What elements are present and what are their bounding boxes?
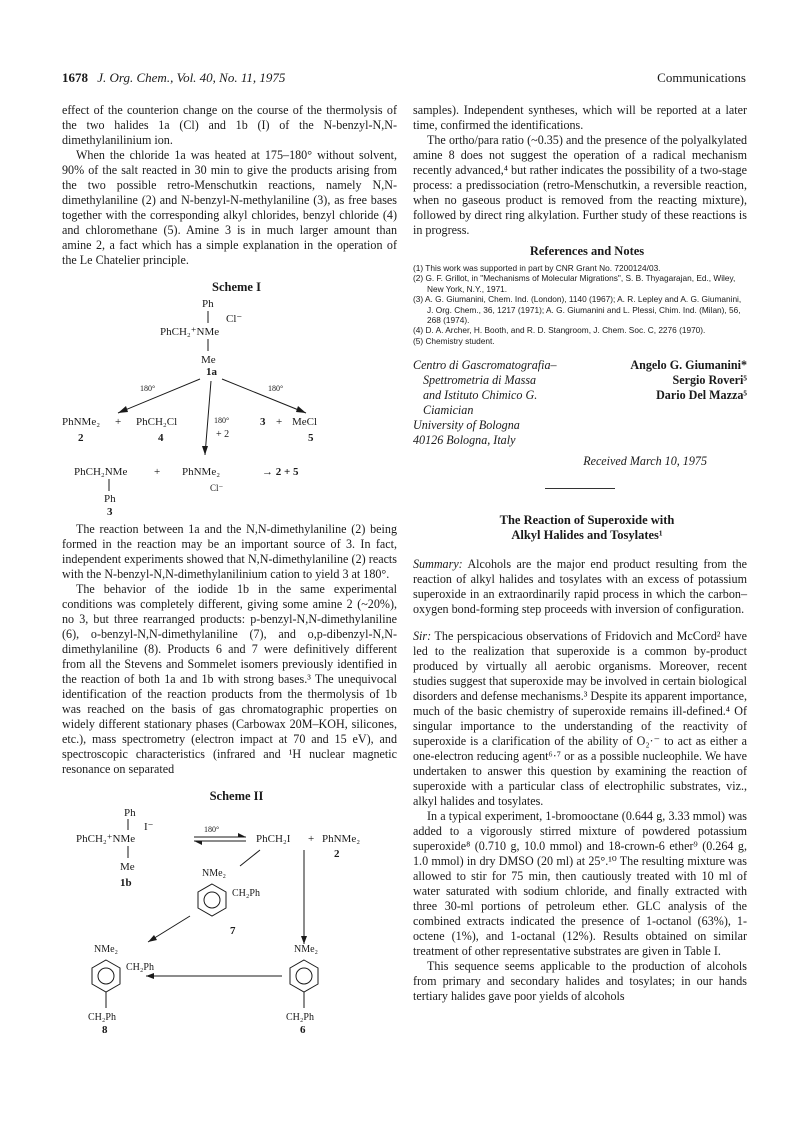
s1-ph-bottom: Ph — [104, 493, 116, 505]
institution — [413, 358, 593, 448]
s1-arrow-down — [205, 381, 211, 455]
s2-ph: Ph — [124, 807, 136, 819]
section-name: Communications — [657, 70, 746, 85]
reference-item: (2) G. F. Grillot, in "Mechanisms of Molecular Migrations", S. B. Thyagarajan, Ed., Wiley, New York, N.Y., 1971. — [413, 273, 736, 294]
s1-plus-b: + — [276, 416, 283, 428]
s1-arrow-left — [118, 379, 200, 413]
s2-salt: PhCH₂⁺NMe — [76, 833, 136, 845]
right-para-2: The ortho/para ratio (~0.35) and the presence of the polyalkylated amine 8 does not suggest the operation of a radical mechanism recently advanced,⁴ but rather indicates the possibility of a two-stage process: a predissociation (retro-Menschutkin, a reversible reaction, when no gaseous product is removed from the reacting mixture), followed by direct ring alkylation. Further study of these reactions is in progress. — [413, 133, 747, 237]
s2-temp: 180° — [204, 825, 220, 834]
left-para-3: The reaction between 1a and the N,N-dimethylaniline (2) being formed in the reaction may be an important source of 3. In fact, independent experiments showed that N,N-dimethylaniline (2) reacts with the N-benzyl-N,N-dimethylanilinium cation to yield 3 at 180°. — [62, 522, 397, 581]
right-column — [413, 103, 747, 1004]
article-title-line-1: The Reaction of Superoxide with — [499, 513, 675, 528]
left-para-1: effect of the counterion change on the course of the thermolysis of the two halides 1a (Cl) and 1b (I) of the N-benzyl-N,N-dimethylanilinium ion. — [62, 103, 397, 147]
s2-arrowhead-6-8 — [146, 973, 154, 979]
s1-amine-2: PhNMe₂ — [62, 416, 101, 428]
authors — [630, 358, 747, 403]
s1-plus-2: + 2 — [216, 429, 230, 440]
references-heading: References and Notes — [529, 244, 645, 258]
s2-nme2-7: NMe₂ — [202, 868, 227, 879]
s2-i-minus: I⁻ — [144, 821, 154, 833]
scheme-1-title: Scheme I — [212, 280, 261, 294]
s2-benzyl-iodide: PhCH₂I — [256, 833, 291, 845]
s2-ch2ph-6: CH₂Ph — [286, 1012, 314, 1023]
article-title-line-2: Alkyl Halides and Tosylates¹ — [511, 528, 663, 543]
author-name: Sergio Roveri⁵ — [672, 373, 747, 388]
running-header — [62, 70, 746, 88]
summary-paragraph — [413, 557, 747, 617]
s1-amine-3: PhCH₂NMe — [74, 466, 128, 478]
s1-temp-3: 180° — [214, 416, 230, 425]
s1-num-2: 2 — [78, 432, 84, 444]
s2-nme2-8: NMe₂ — [94, 944, 119, 955]
s1-product-3: 3 — [260, 416, 266, 428]
s1-plus-a: + — [115, 416, 122, 428]
institution-line: Centro di Gascromatografia– — [413, 358, 557, 373]
scheme-2-title: Scheme II — [209, 789, 264, 803]
s1-salt-2: PhNMe₂ — [182, 466, 221, 478]
reference-item: (3) A. G. Giumanini, Chem. Ind. (London), 1140 (1967); A. R. Lepley and A. G. Giumanini, J. Org. Chem., 36, 1217 (1971); A. G. Giumanini and L. Plessi, Chim. Ind. (Milan), 56, 268 (1974). — [413, 294, 742, 326]
s1-arrowhead-down — [202, 446, 208, 455]
scheme-2-diagram — [62, 804, 397, 1034]
s2-ring-6 — [290, 960, 318, 992]
experiment-paragraph: In a typical experiment, 1-bromooctane (0.644 g, 3.33 mmol) was added to a vigorously stirred mixture of powdered potassium superoxide⁸ (0.710 g, 10.0 mmol) and 18-crown-6 ether⁹ (0.264 g, 1.0 mmol) in dry DMSO (20 ml) at 25°.¹⁰ The resulting mixture was allowed to stir for 75 min, then cautiously treated with 10 ml of water saturated with sodium chloride, and finally extracted with three 30-ml portions of petroleum ether. GLC analysis of the combined extracts indicated the presence of 1-octanol (63%), 1-octene (1%), and 1-octanal (12%). Results obtained on similar treatment of other representative substrates are given in Table I. — [413, 809, 747, 959]
references-list — [413, 263, 747, 346]
reference-item: (5) Chemistry student. — [413, 335, 495, 346]
reference-item: (1) This work was supported in part by CNR Grant No. 7200124/03. — [413, 263, 661, 273]
s1-salt: PhCH₂⁺NMe — [160, 326, 220, 338]
s1-arrowhead-right — [296, 406, 306, 413]
s2-ring-8-inner — [98, 968, 114, 984]
s2-num-6: 6 — [300, 1024, 306, 1036]
s2-num-8: 8 — [102, 1024, 108, 1036]
sir-paragraph — [413, 629, 747, 809]
s1-temp-2: 180° — [268, 384, 284, 393]
received-date: Received March 10, 1975 — [583, 454, 707, 469]
s1-chloromethane: MeCl — [292, 416, 318, 428]
summary-label: Summary: — [413, 557, 463, 572]
author-name: Angelo G. Giumanini* — [630, 358, 747, 373]
s1-num-3: 3 — [107, 506, 113, 518]
s2-ring-7-inner — [204, 892, 220, 908]
s1-temp-1: 180° — [140, 384, 156, 393]
s1-ph-top: Ph — [202, 298, 214, 310]
s2-amine-2: PhNMe₂ — [322, 833, 361, 845]
institution-line: 40126 Bologna, Italy — [413, 433, 516, 448]
s2-plus: + — [308, 833, 315, 845]
left-para-2: When the chloride 1a was heated at 175–180° without solvent, 90% of the salt reacted in 30 min to give the products arising from the two possible retro-Menschutkin reactions, namely N,N-dimethylaniline (2) and N-benzyl-N-methylaniline (3), as free bases together with the corresponding alkyl chlorides, benzyl chloride (4) and chloromethane (5). Amine 3 is in much larger amount than amine 2, a fact which has a simple explanation in the operation of the Le Chatelier principle. — [62, 148, 397, 267]
institution-line: Ciamician — [423, 403, 474, 418]
s2-arrowhead-8 — [148, 935, 157, 942]
s2-ring-6-inner — [296, 968, 312, 984]
s2-ch2ph-7: CH₂Ph — [232, 888, 260, 899]
s1-plus-c: + — [154, 466, 161, 478]
s1-label-1a: 1a — [206, 366, 217, 378]
s2-num-7: 7 — [230, 925, 236, 937]
left-column — [62, 103, 397, 1034]
final-paragraph: This sequence seems applicable to the production of alcohols from primary and secondary halides and tosylates; in our hands tertiary halides gave poor yields of alcohols — [413, 959, 747, 1004]
s1-num-5: 5 — [308, 432, 314, 444]
s1-arrowhead-left — [118, 406, 128, 413]
s2-arrowhead-down — [301, 936, 307, 944]
s1-benzyl-chloride: PhCH₂Cl — [136, 416, 178, 428]
s1-me: Me — [201, 354, 216, 366]
s1-num-4: 4 — [158, 432, 164, 444]
institution-line: University of Bologna — [413, 418, 520, 433]
page-number: 1678 — [62, 70, 88, 85]
s2-eq-head-l — [194, 841, 202, 845]
journal-citation: J. Org. Chem., Vol. 40, No. 11, 1975 — [97, 70, 286, 85]
s2-nme2-6: NMe₂ — [294, 944, 319, 955]
author-name: Dario Del Mazza⁵ — [656, 388, 747, 403]
sir-text: The perspicacious observations of Fridovich and McCord² have led to the realization that superoxide is a common by-product produced by virtually all aerobic organisms. Moreover, recent studies suggest that superoxide may be involved in certain biological disorders and defense mechanisms.³ Despite its apparent importance, much of the basic chemistry of superoxide remains ill-defined.⁴ Of singular importance to the understanding of the reactivity of superoxide is a clarification of the ability of O₂·⁻ to act as either a one-electron reducing agent⁶·⁷ or as a possible nucleophile. We have undertaken to answer this question by examining the reaction of superoxide with a particular class of electrophilic substrates, viz., alkyl halides and tosylates. — [413, 629, 747, 809]
scheme-1-diagram — [62, 295, 397, 518]
s2-ring-8 — [92, 960, 120, 992]
s1-arrow-right — [222, 379, 306, 413]
s1-cl-minus: Cl⁻ — [226, 313, 243, 325]
s1-cl-minus-2: Cl⁻ — [210, 483, 224, 493]
summary-text: Alcohols are the major end product resulting from the reaction of alkyl halides and tosylates with an excess of potassium superoxide in an extraordinarily rapid process in which the carbon–oxygen bond-forming step proceeds with inversion of configuration. — [413, 557, 747, 617]
s2-num-2: 2 — [334, 848, 340, 860]
s2-eq-head-r — [238, 833, 246, 837]
s2-ring-7 — [198, 884, 226, 916]
s2-ch2ph-8p: CH₂Ph — [88, 1012, 116, 1023]
institution-line: Spettrometria di Massa — [423, 373, 537, 388]
reference-item: (4) D. A. Archer, H. Booth, and R. D. Stangroom, J. Chem. Soc. C, 2276 (1970). — [413, 325, 706, 336]
sir-label: Sir: — [413, 629, 432, 644]
s2-me: Me — [120, 861, 135, 873]
header-left — [62, 70, 285, 86]
institution-line: and Istituto Chimico G. — [423, 388, 538, 403]
right-para-1: samples). Independent syntheses, which will be reported at a later time, confirmed the identifications. — [413, 103, 747, 132]
s2-arrow-to-7 — [240, 850, 260, 866]
s2-ch2ph-8o: CH₂Ph — [126, 962, 154, 973]
s1-products: → 2 + 5 — [262, 466, 299, 478]
s2-num-1b: 1b — [120, 877, 132, 889]
left-para-4: The behavior of the iodide 1b in the same experimental conditions was completely different, giving some amine 2 (~20%), no 3, but three rearranged products: p-benzyl-N,N-dimethylaniline (6), o-benzyl-N,N-dimethylaniline (7), and o,p-dibenzyl-N,N-dimethylaniline (8). Products 6 and 7 were definitively different from all the Stevens and Sommelet isomers previously identified in the reaction of both 1a and 1b with strong bases.³ The unequivocal identification of the reaction products from the thermolysis of 1b was reached on the basis of gas chromatographic properties on widely different stationary phases (Carbowax 20M–KOH, silicones, etc.), mass spectrometry (electron impact at 70 and 15 eV), and spectroscopic characteristics (infrared and ¹H nuclear magnetic resonance on separated — [62, 582, 397, 776]
affiliation-block — [413, 358, 747, 478]
